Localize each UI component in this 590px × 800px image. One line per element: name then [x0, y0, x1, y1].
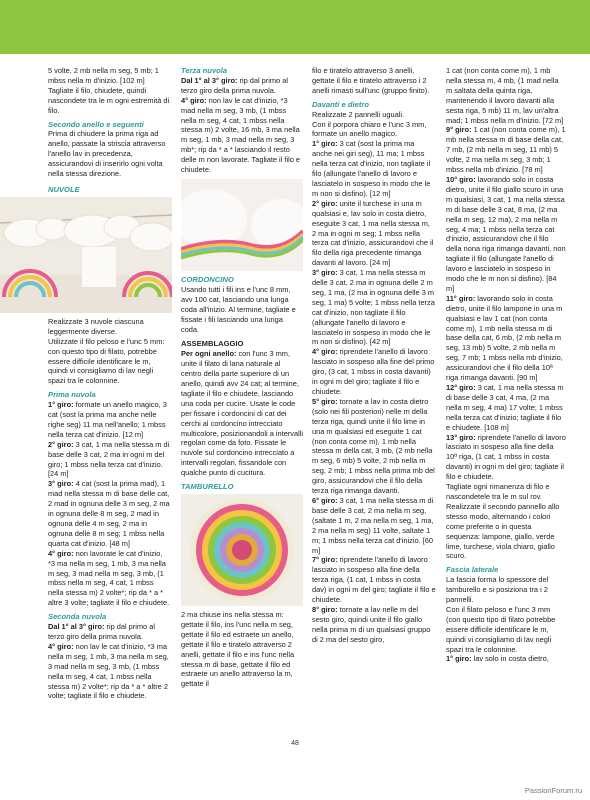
clouds-illustration	[0, 197, 172, 313]
section-heading: Seconda nuvola	[48, 612, 107, 622]
paragraph: Usando tutti i fili ins e l'unc 8 mm, avv 100 cat, lasciando una lunga coda all'inizio. Al termine, tagliate e fissate i fili lasciando una lunga coda.	[181, 284, 296, 334]
round-label: 3° giro:	[48, 479, 74, 489]
round-label: 4° giro:	[181, 95, 207, 105]
section-heading: ASSEMBLAGGIO	[181, 339, 244, 349]
round-text: 1 cat (non conta come m), 1 mb nella stessa m di base della cat, 7 mb, (2 mb nella m seg, 11 mb) 5 volte, 2 ma nella m seg, 3 mb; 1 mbss nella mb d'inizio. [78 m]	[446, 125, 566, 175]
round-instruction	[48, 440, 170, 480]
round-label: 7° giro:	[312, 555, 338, 565]
paragraph: Con il porpora chiaro e l'unc 3 mm, formate un anello magico.	[312, 119, 427, 139]
section-heading: Secondo anello e seguenti	[48, 119, 144, 129]
round-label: 10° giro:	[446, 174, 476, 184]
round-text: 3 cat, 1 ma nella stessa m di base delle 3 cat, 4 ma, (2 ma nella m seg, 4 ma) 17 volte; 1 mbss nella terza cat d'inizio; tagliate il filo e chiudete. [108 m]	[446, 383, 564, 432]
round-text: lavorando solo in costa dietro, unite il filo giallo scuro in una m qualsiasi, 3 cat, 1 ma nella stessa m di base delle 3 cat, 8 ma, (2 ma nella m seg, 12 ma), 2 ma nella m seg, 4 ma; 1 mbss nella terza cat d'inizio, assicurandovi che il filo della nona riga rimanga davanti, non tagliate il filo (allungate l'anello di lavoro e lasciatelo in sospeso in modo che le m non si disfino). [84 m]	[446, 174, 566, 293]
round-label: 2° giro:	[48, 439, 74, 449]
page-number: 48	[291, 740, 299, 747]
round-text: non lav le cat d'inizio, *3 mad nella m seg, 3 mb, (1 mbss nella m seg, 4 cat, 1 mbss nella stessa m) 2 volte, 16 mb, 3 ma nella m seg, 1 mb, 3 mad nella m seg, 3 mb*; rip da * a * lasciando il resto delle m non lavorate. Tagliate il filo e chiudete.	[181, 95, 301, 175]
round-label: 4° giro:	[312, 347, 338, 357]
round-label: 3° giro:	[312, 268, 338, 278]
round-instruction	[312, 199, 436, 268]
round-text: 3 cat, 1 ma nella stessa m di base delle 3 cat, 2 ma in ogni m del giro; 1 mbss nella terza cat d'inizio. [24 m]	[48, 439, 170, 479]
paragraph: La fascia forma lo spessore del tamburello e si posiziona tra i 2 pannelli.	[446, 575, 549, 605]
section-heading: Terza nuvola	[181, 66, 228, 75]
round-label: Dal 1° al 3° giro:	[181, 75, 238, 85]
section-heading: Davanti e dietro	[312, 99, 369, 109]
round-text: 4 cat (sost la prima mad), 1 mad nella stessa m di base delle cat, 2 mad in ognuna delle 3 m seg, 2 ma in ognuna delle 8 m seg, 2 mad in ognuna delle 4 m seg, 2 ma in ognuna delle 8 m seg; 1 mbss nella quarta cat d'inizio. [48 m]	[48, 479, 170, 548]
round-label: 6° giro:	[312, 495, 338, 505]
paragraph: Realizzate 2 pannelli uguali.	[312, 109, 405, 119]
round-text: 3 cat, 1 ma nella stessa m di base delle 3 cat, 2 ma nella m seg, (saltate 1 m, 2 ma nella m seg, 1 ma, 2 ma nella m seg) 11 volte, saltate 1 m; 1 mbss nella terza cat d'inizio. [60 m]	[312, 495, 434, 555]
round-label: 12° giro:	[446, 383, 476, 392]
round-text: tornate a lav in costa dietro (solo nei fili posteriori) nelle m della terza riga, quindi unite il filo lime in una m qualsiasi ed eseguite 1 cat (non conta come m), 1 mb nella stessa m della cat, 3 mb, (2 mb nella m seg, 6 mb) 5 volte, 2 mb nella m seg, 2 mb; 1 mbss nella prima mb del giro, assicurandovi che il filo della terza riga rimanga davanti.	[312, 396, 435, 496]
round-text: non lav le cat d'inizio, *3 ma nella m seg, 1 mb, 3 ma nella m seg, 3 mad nella m seg, 3 mb, (1 mbss nella m seg, 4 cat, 1 mbss nella stessa m) 2 volte*; rip da * a * altre 2 volte; tagliate il filo e chiudete.	[48, 641, 169, 701]
top-color-band	[0, 0, 590, 54]
round-label: Dal 1° al 3° giro:	[48, 622, 105, 632]
round-instruction	[312, 397, 436, 496]
round-text: lav solo in costa dietro,	[471, 654, 549, 664]
round-label: 1° giro:	[446, 654, 472, 664]
paragraph: Utilizzate il filo peloso e l'unc 5 mm: con questo tipo di filato, potrebbe essere difficile identificare le m, quindi vi consigliamo di lav negli spazi tra le colonnine.	[48, 336, 165, 386]
round-text: riprendete l'anello di lavoro lasciato in sospeso alla fine della terza riga, (1 cat, 1 mbss in costa dav) in ogni m del giro; tagliate il filo e chiudete.	[312, 555, 436, 605]
paragraph: Prima di chiudere la prima riga ad anello, passate la striscia attraverso l'anello lav in precedenza, assicurandovi di inserirlo ogni volta nella stessa direzione.	[48, 129, 166, 179]
column-1	[48, 66, 170, 701]
round-instruction	[446, 383, 566, 433]
braided-cord-illustration	[181, 179, 303, 271]
round-text: 3 cat (sost la prima ma anche nei giri seg), 11 ma; 1 mbss nella terza cat d'inizio, non tagliate il filo (allungate l'anello di lavoro e lasciatelo in sospeso in modo che le m non si disfino). [12 m]	[312, 139, 431, 198]
round-instruction	[312, 139, 436, 198]
round-text: riprendete l'anello di lavoro lasciato in sospeso alla fine del primo giro, (3 cat, 1 mbss in costa davanti) in ogni m del giro; tagliate il filo e chiudete.	[312, 347, 435, 396]
round-instruction	[312, 268, 436, 347]
round-instruction	[48, 479, 170, 548]
round-label: 9° giro:	[446, 125, 472, 135]
round-instruction	[312, 555, 436, 605]
round-text: riprendete l'anello di lavoro lasciato in sospeso alla fine della 10ª riga, (1 cat, 1 mbss in costa davanti) in ogni m del giro; tagliate il filo e chiudete.	[446, 432, 566, 482]
round-label: 4° giro:	[48, 548, 74, 558]
round-instruction	[48, 642, 170, 701]
round-text: rip dal primo al terzo giro della prima nuvola.	[181, 75, 288, 95]
paragraph: Con il filato peloso e l'unc 3 mm (con questo tipo di filato potrebbe essere difficile identificare le m, quindi vi consigliamo di lav negli spazi tra le colonnine.	[446, 604, 556, 654]
round-text: unite il turchese in una m qualsiasi e, lav solo in costa dietro, eseguite 3 cat, 1 ma nella stessa m, 2 ma in ogni m seg; 1 mbss nella terza cat d'inizio, assicurandovi che il filo della riga precedente rimanga davanti al lavoro. [24 m]	[312, 198, 434, 268]
tambourine-photo	[181, 494, 303, 606]
column-2	[181, 66, 303, 689]
paragraph: 1 cat (non conta come m), 1 mb nella stessa m, 4 mb, (1 mad nella m saltata della quinta riga, mantenendo il lavoro davanti alla sesta riga, 5 mb) 11 m, lav un'altra mad; 1 mbss nella m d'inizio. [72 m]	[446, 66, 564, 125]
paragraph: filo e tiratelo attraverso 3 anelli, gettate il filo e tiratelo attraverso i 2 anelli rimasti sull'unc (gruppo finito).	[312, 66, 430, 95]
round-text: 3 cat, 1 ma nella stessa m delle 3 cat, 2 ma in ognuna delle 2 m seg, 1 ma, (2 ma in ognuna delle 3 m seg, 1 ma) 5 volte; 1 mbss nella terza cat d'inizio, non tagliate il filo (allungate l'anello di lavoro e lasciatelo in sospeso in modo che le m non si disfino). [42 m]	[312, 268, 435, 347]
column-4	[446, 66, 566, 664]
round-instruction	[446, 654, 566, 664]
round-instruction	[312, 496, 436, 555]
round-text: tornate a lav nelle m del sesto giro, quindi unite il filo giallo nella prima m di un qualsiasi gruppo di 2 ma del sesto giro,	[312, 604, 431, 644]
round-text: lavorando solo in costa dietro, unite il filo lampone in una m qualsiasi e lav 1 cat (non conta come m), 1 mb nella stessa m di base della cat, 6 mb, (2 mb nella m seg, 13 mb) 5 volte, 2 mb nella m seg, 7 mb; 1 mbss nella mb d'inizio, assicurandovi che il filo della 10ª riga rimanga davanti. [90 m]	[446, 293, 563, 383]
round-instruction	[181, 349, 303, 478]
round-label: 5° giro:	[312, 396, 338, 406]
section-heading: Fascia laterale	[446, 565, 499, 575]
paragraph: Realizzate 3 nuvole ciascuna leggermente diverse.	[48, 316, 144, 336]
paragraph: Tagliate il filo, chiudete, quindi nascondete tra le m ogni estremità di filo.	[48, 85, 170, 115]
rainbow-tambourine-illustration	[181, 494, 303, 606]
round-label: 11° giro:	[446, 293, 476, 303]
round-instruction	[446, 294, 566, 383]
section-heading: Prima nuvola	[48, 390, 96, 400]
round-text: rip dal primo al terzo giro della prima nuvola.	[48, 622, 155, 641]
round-text: formate un anello magico, 3 cat (sost la prima ma anche nelle righe seg) 11 ma nell'anello; 1 mbss nella terza cat d'inizio. [12 m]	[48, 400, 167, 439]
photo-caption-nuvole: NUVOLE	[48, 184, 80, 194]
round-label: 2° giro:	[312, 198, 338, 208]
round-instruction	[181, 76, 303, 96]
round-instruction	[312, 605, 436, 645]
round-instruction	[446, 433, 566, 483]
round-instruction	[181, 96, 303, 175]
section-heading: CORDONCINO	[181, 274, 234, 284]
round-label: 4° giro:	[48, 641, 74, 651]
round-label: 8° giro:	[312, 604, 338, 614]
paragraph: 5 volte, 2 mb nella m seg, 5 mb; 1 mbss nella m d'inizio. [102 m]	[48, 66, 159, 85]
round-instruction	[446, 175, 566, 294]
round-text: con l'unc 3 mm, unite il filato di lana naturale al centro della parte superiore di un anello, quindi avv 24 cat; al termine, tagliate il filo e chiudete, lasciando una coda per cucire. Usate le code per fissare i cordoncini di cat dei cerchi al cordoncino intrecciato multicolore, posizionandoli a intervalli regolari come da foto. Fissate le nuvole sul cordoncino intrecciato a intervalli regolari, fissandole con qualche punto di cucitura.	[181, 349, 304, 478]
footer-watermark: PassionForum.ru	[524, 786, 582, 795]
round-label: 1° giro:	[312, 139, 338, 149]
document-page	[0, 54, 590, 800]
column-3	[312, 66, 436, 645]
clouds-photo	[0, 197, 172, 313]
paragraph: 2 ma chiuse ins nella stessa m: gettate il filo, ins l'unc nella m seg, gettate il filo ed estraete un anello, gettate il filo e tiratelo attraverso 2 anelli, gettate il filo e ins l'unc nella stessa m di base, gettate il filo ed estraete un anello attraverso la m, gettate il	[181, 610, 295, 689]
section-heading: TAMBURELLO	[181, 482, 234, 492]
round-text: non lavorate le cat d'inizio, *3 ma nella m seg, 1 mb, 3 ma nella m seg, 3 mad nella m seg, 3 mb, (1 mbss nella m seg, 4 cat, 1 mbss nella stessa m) 2 volte*; rip da * a * altre 3 volte; tagliate il filo e chiudete.	[48, 548, 170, 608]
round-instruction	[446, 125, 566, 175]
round-instruction	[312, 347, 436, 397]
round-instruction	[48, 622, 170, 642]
paragraph: Tagliate ogni rimanenza di filo e nascondetele tra le m sul rov.	[446, 482, 550, 501]
round-instruction	[48, 549, 170, 608]
cord-photo	[181, 179, 303, 271]
round-label: 1° giro:	[48, 400, 74, 410]
round-instruction	[48, 400, 170, 440]
round-label: 13° giro:	[446, 432, 476, 442]
paragraph: Realizzate il secondo pannello allo stesso modo, alternando i colori come preferite o in questa sequenza: lampone, giallo, verde lime, turchese, viola chiaro, giallo scuro.	[446, 501, 560, 561]
round-label: Per ogni anello:	[181, 349, 237, 359]
